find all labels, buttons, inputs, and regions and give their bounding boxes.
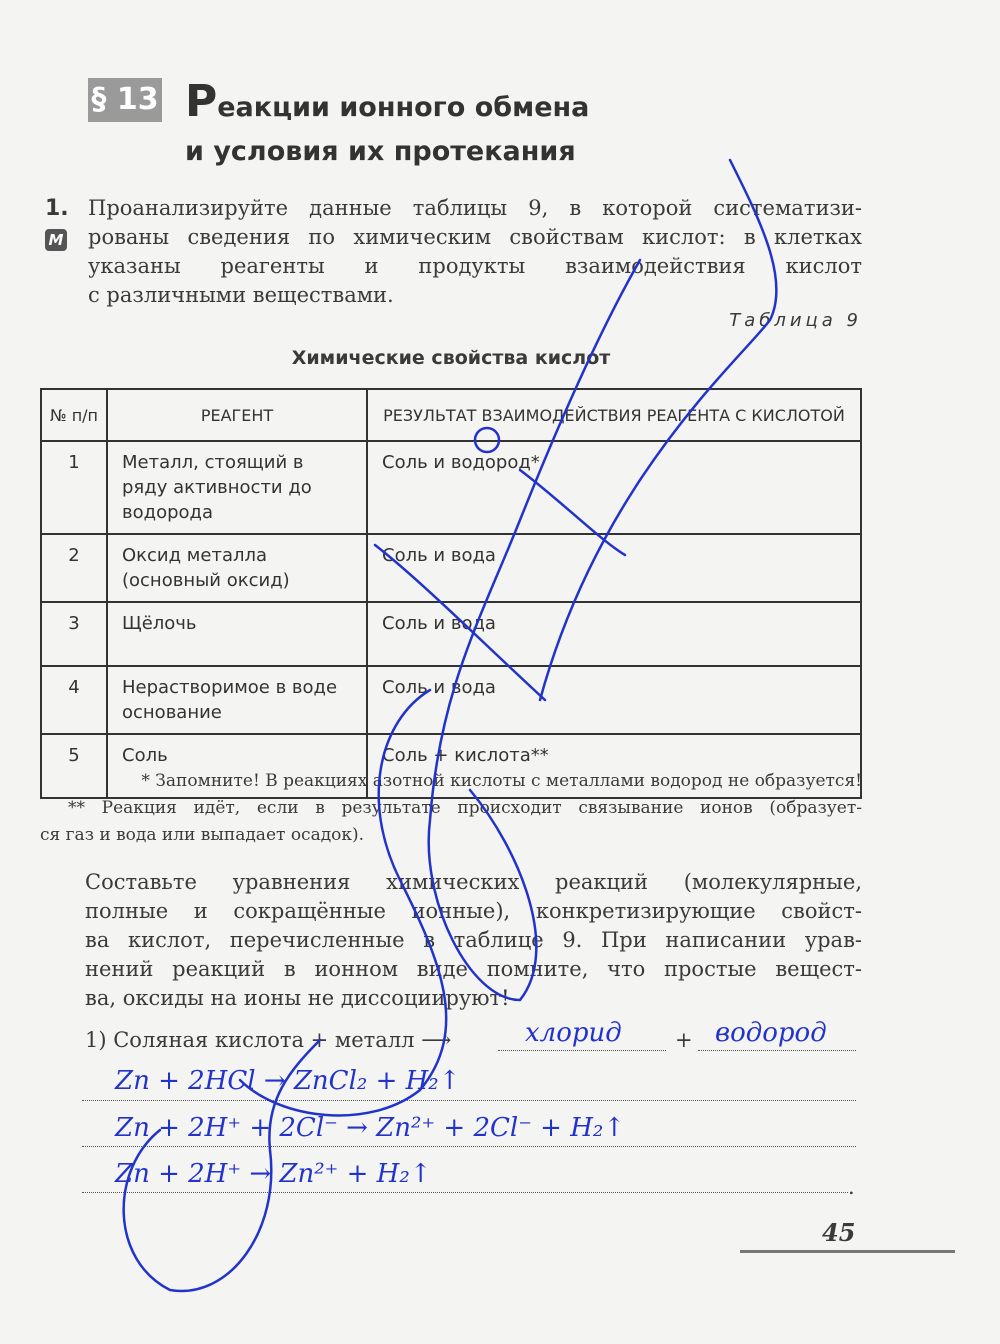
footnote-2: ** Реакция идёт, если в результате происходит связывание ионов (образует- xyxy=(68,798,862,818)
task-line: рованы сведения по химическим свойствам кислот: в клетках xyxy=(88,225,862,249)
exercise-label: 1) Соляная кислота + металл ⟶ xyxy=(85,1028,452,1052)
task-line: Проанализируйте данные таблицы 9, в которой систематизи- xyxy=(88,196,862,220)
handwritten-equation-molecular: Zn + 2HCl → ZnCl₂ + H₂↑ xyxy=(115,1066,461,1096)
header-result: РЕЗУЛЬТАТ ВЗАИМОДЕЙСТВИЯ РЕАГЕНТА С КИСЛОТОЙ xyxy=(367,389,861,441)
title-initial: Р xyxy=(185,76,218,127)
pen-stroke xyxy=(429,260,640,1000)
title-rest: еакции ионного обмена xyxy=(217,92,590,123)
row-reagent: Нерастворимое в воде основание xyxy=(107,666,367,734)
table-caption: Таблица 9 xyxy=(729,310,862,331)
row-reagent: Соль xyxy=(107,734,367,798)
header-number: № п/п xyxy=(41,389,107,441)
task-line: с различными веществами. xyxy=(88,283,394,307)
pen-stroke xyxy=(375,545,545,700)
row-result: Соль и вода xyxy=(367,666,861,734)
row-number: 1 xyxy=(41,441,107,534)
method-marker-icon: М xyxy=(45,229,67,251)
handwritten-answer-2: водород xyxy=(715,1018,827,1048)
section-number-badge: § 13 xyxy=(88,78,162,122)
row-result: Соль + кислота** xyxy=(367,734,861,798)
row-result: Соль и вода xyxy=(367,534,861,602)
pen-stroke xyxy=(540,160,776,700)
row-result: Соль и водород* xyxy=(367,441,861,534)
instruction-line: ва, оксиды на ионы не диссоциируют! xyxy=(85,986,510,1010)
handwritten-answer-1: хлорид xyxy=(525,1018,622,1048)
handwritten-equation-full-ionic: Zn + 2H⁺ + 2Cl⁻ → Zn²⁺ + 2Cl⁻ + H₂↑ xyxy=(115,1113,626,1143)
task-line: указаны реагенты и продукты взаимодействия кислот xyxy=(88,254,862,278)
page-number: 45 xyxy=(822,1218,856,1247)
row-number: 4 xyxy=(41,666,107,734)
instruction-line: Составьте уравнения химических реакций (молекулярные, xyxy=(85,870,862,894)
instruction-line: полные и сокращённые ионные), конкретизирующие свойст- xyxy=(85,899,862,923)
row-number: 3 xyxy=(41,602,107,666)
period: . xyxy=(848,1175,855,1199)
section-title-line2: и условия их протекания xyxy=(185,136,576,167)
pen-stroke xyxy=(520,470,625,555)
plus-sign: + xyxy=(675,1028,693,1052)
pen-stroke xyxy=(240,690,446,1115)
handwritten-equation-short-ionic: Zn + 2H⁺ → Zn²⁺ + H₂↑ xyxy=(115,1159,432,1189)
instruction-line: нений реакций в ионном виде помните, что простые вещест- xyxy=(85,957,862,981)
header-reagent: РЕАГЕНТ xyxy=(107,389,367,441)
instruction-line: ва кислот, перечисленные в таблице 9. При написании урав- xyxy=(85,928,862,952)
row-reagent: Оксид металла (основный оксид) xyxy=(107,534,367,602)
footnote-1: * Запомните! В реакциях азотной кислоты с металлами водород не образуется! xyxy=(141,771,862,791)
row-reagent: Металл, стоящий в ряду активности до водорода xyxy=(107,441,367,534)
table-title: Химические свойства кислот xyxy=(291,347,611,369)
pen-circle xyxy=(475,428,499,452)
row-number: 2 xyxy=(41,534,107,602)
row-number: 5 xyxy=(41,734,107,798)
pen-stroke xyxy=(124,1040,320,1291)
row-result: Соль и вода xyxy=(367,602,861,666)
footnote-2-cont: ся газ и вода или выпадает осадок). xyxy=(40,825,365,845)
row-reagent: Щёлочь xyxy=(107,602,367,666)
task-number: 1. xyxy=(45,196,69,221)
